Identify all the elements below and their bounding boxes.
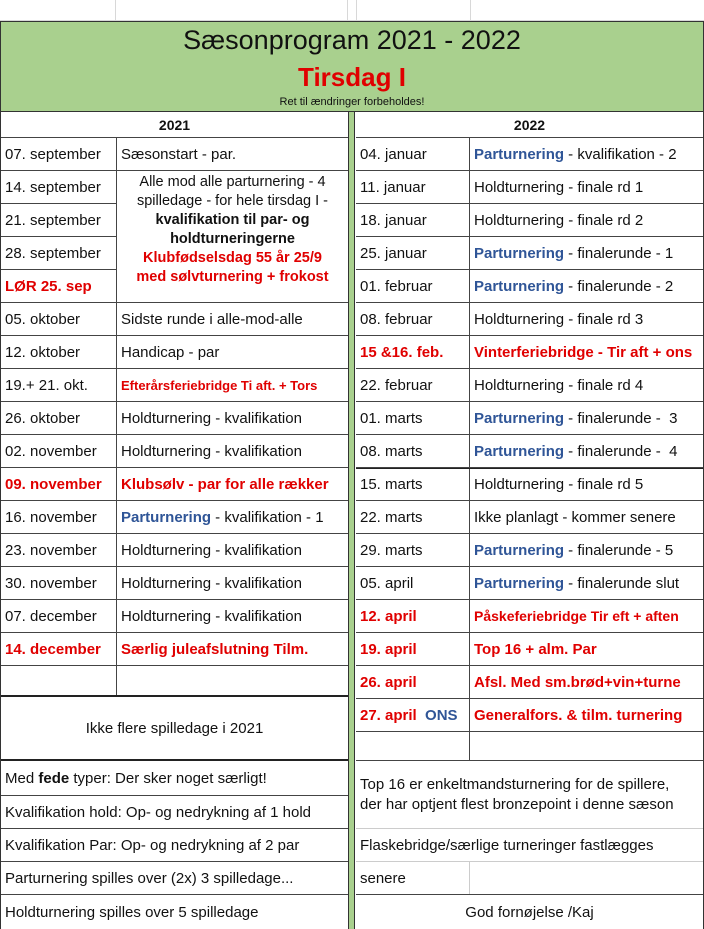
event-cell: [470, 402, 703, 434]
event-text: Ikke planlagt - kommer senere: [474, 508, 676, 526]
note-row: [1, 895, 348, 929]
event-cell: [470, 171, 703, 203]
table-row: [356, 270, 703, 303]
event-text: Holdturnering - finale rd 5: [474, 476, 644, 493]
event-highlight: Parturnering: [474, 574, 565, 592]
event-cell: Særlig juleafslutning Tilm.: [121, 640, 309, 658]
date-cell: [356, 171, 470, 203]
date-text: 12. april: [360, 607, 417, 625]
table-row: [1, 501, 348, 534]
date-cell: [356, 270, 470, 302]
table-row: [1, 633, 348, 666]
table-row: [356, 336, 703, 369]
event-highlight: Parturnering: [121, 508, 212, 526]
panel-2022: [356, 112, 704, 929]
table-row: [356, 501, 703, 534]
date-text: 15. marts: [360, 476, 423, 493]
no-more-dates: Ikke flere spilledage i 2021: [85, 719, 264, 737]
table-row: [356, 600, 703, 633]
date-cell: 21. september: [1, 204, 117, 237]
table-row: [1, 567, 348, 600]
event-cell: [470, 138, 703, 170]
sheet-top-strip: [0, 0, 704, 21]
date-cell: 07. september: [1, 138, 117, 170]
date-cell: [356, 699, 470, 731]
note-bold-word: fede: [38, 769, 70, 787]
date-cell: LØR 25. sep: [1, 270, 117, 302]
event-cell: [470, 600, 703, 632]
date-cell: 14. september: [1, 171, 117, 204]
event-cell: Holdturnering - kvalifikation: [121, 541, 302, 559]
event-cell: [470, 666, 703, 698]
event-cell: [470, 270, 703, 302]
event-cell: [117, 501, 348, 533]
date-cell: 28. september: [1, 237, 117, 270]
date-cell: [356, 633, 470, 665]
table-row: [356, 534, 703, 567]
date-text: 22. februar: [360, 376, 433, 394]
date-text: 19. april: [360, 640, 417, 658]
event-text: Vinterferiebridge - Tir aft + ons: [474, 343, 693, 361]
note-row: [356, 862, 703, 895]
event-cell: [470, 369, 703, 401]
table-row: [1, 402, 348, 435]
table-row: [356, 468, 703, 501]
table-row: [1, 666, 348, 697]
event-text: - finalerunde slut: [564, 574, 680, 592]
season-start-info: [117, 171, 348, 303]
date-cell: [356, 501, 470, 533]
table-row: [1, 534, 348, 567]
info-line: holdturneringerne: [170, 231, 295, 247]
date-cell: 05. oktober: [1, 303, 117, 335]
date-cell: [356, 237, 470, 269]
note-row: [1, 761, 348, 796]
date-weekday: ONS: [416, 706, 458, 724]
note-row: [1, 829, 348, 862]
date-cell: [356, 732, 470, 760]
event-cell: Sæsonstart - par.: [121, 145, 237, 163]
event-text: Holdturnering - finale rd 4: [474, 376, 644, 394]
date-text: 01. marts: [360, 409, 423, 427]
event-cell: [470, 204, 703, 236]
date-text: 22. marts: [360, 508, 423, 526]
event-cell: Holdturnering - kvalifikation: [121, 442, 302, 460]
event-cell: Holdturnering - kvalifikation: [121, 574, 302, 592]
date-cell: [356, 435, 470, 467]
event-cell: Holdturnering - kvalifikation: [121, 409, 302, 427]
table-row: [356, 369, 703, 402]
year-label: 2022: [513, 116, 546, 133]
date-cell: [356, 402, 470, 434]
table-row: [356, 402, 703, 435]
date-cell: [356, 138, 470, 170]
table-row: [356, 633, 703, 666]
event-text: Afsl. Med sm.brød+vin+turne: [474, 673, 681, 691]
event-cell: Efterårsferiebridge Ti aft. + Tors: [121, 377, 318, 393]
date-text: 01. februar: [360, 277, 433, 295]
table-row: [1, 369, 348, 402]
date-cell: 02. november: [1, 435, 117, 467]
event-highlight: Parturnering: [474, 409, 565, 427]
year-header-row: [1, 112, 348, 138]
date-text: 11. januar: [360, 178, 426, 196]
note-row: [1, 862, 348, 895]
event-text: Generalfors. & tilm. turnering: [474, 706, 683, 724]
date-text: 08. marts: [360, 442, 423, 460]
year-header-row: [356, 112, 703, 138]
table-row: [356, 204, 703, 237]
date-text: 04. januar: [360, 145, 427, 163]
table-row: [356, 303, 703, 336]
date-text: 08. februar: [360, 310, 433, 328]
date-cell: [356, 369, 470, 401]
date-cell: [1, 666, 117, 695]
info-line: kvalifikation til par- og: [155, 212, 310, 228]
column-separator: [348, 112, 355, 929]
info-line: Alle mod alle parturnering - 4: [139, 174, 326, 190]
info-line: Klubfødselsdag 55 år 25/9: [143, 250, 322, 266]
event-text: - finalerunde - 3: [564, 409, 678, 427]
date-cell: 16. november: [1, 501, 117, 533]
closing-note: God fornøjelse /Kaj: [465, 903, 594, 921]
date-cell: [356, 336, 470, 368]
year-label: 2021: [158, 116, 191, 133]
note-text: Flaskebridge/særlige turneringer fastlægges: [360, 836, 654, 854]
event-text: - kvalifikation - 2: [564, 145, 677, 163]
event-cell: Handicap - par: [121, 343, 220, 361]
event-text: Holdturnering - finale rd 2: [474, 211, 644, 229]
event-cell: [470, 633, 703, 665]
table-row: [356, 732, 703, 761]
note-row: [1, 796, 348, 829]
event-text: Top 16 + alm. Par: [474, 640, 597, 658]
date-cell: 07. december: [1, 600, 117, 632]
event-text: - finalerunde - 1: [564, 244, 674, 262]
page-title: Sæsonprogram 2021 - 2022: [183, 25, 521, 55]
event-cell: [470, 303, 703, 335]
table-row: [356, 435, 703, 468]
table-row: [356, 171, 703, 204]
info-line: med sølvturnering + frokost: [136, 269, 329, 285]
date-text: 26. april: [360, 673, 417, 691]
info-line: spilledage - for hele tirsdag I -: [136, 193, 328, 209]
note-text: Top 16 er enkeltmandsturnering for de spillere,: [360, 776, 670, 793]
note-text: der har optjent flest bronzepoint i denne sæson: [360, 796, 674, 813]
date-text: 27. april: [360, 706, 417, 724]
note-row: [356, 895, 703, 929]
event-text: Påskeferiebridge Tir eft + aften: [474, 608, 679, 624]
event-highlight: Parturnering: [474, 277, 565, 295]
event-cell: [470, 336, 703, 368]
date-cell: [356, 204, 470, 236]
event-text: Holdturnering - finale rd 3: [474, 310, 644, 328]
event-cell: [470, 469, 703, 500]
date-cell: 23. november: [1, 534, 117, 566]
date-cell: 26. oktober: [1, 402, 117, 434]
date-cell: [356, 469, 470, 500]
note-text: Holdturnering spilles over 5 spilledage: [5, 903, 259, 921]
date-cell: 14. december: [1, 633, 117, 665]
date-text: 15 &16. feb.: [360, 343, 444, 361]
event-text: - finalerunde - 2: [564, 277, 674, 295]
grid-line: [347, 0, 348, 21]
table-row: [1, 435, 348, 468]
note-bold-legend: [1, 761, 348, 795]
note-text: Med: [5, 769, 39, 787]
date-cell: 19.+ 21. okt.: [1, 369, 117, 401]
date-text: 29. marts: [360, 541, 423, 559]
page-subtitle: Tirsdag I: [298, 62, 406, 92]
table-row: [356, 138, 703, 171]
event-highlight: Parturnering: [474, 442, 565, 460]
date-cell: [356, 600, 470, 632]
table-row: [1, 468, 348, 501]
event-highlight: Parturnering: [474, 145, 565, 163]
note-row: [356, 829, 703, 862]
grid-line: [115, 0, 116, 21]
event-text: - finalerunde - 4: [564, 442, 678, 460]
event-cell: [470, 435, 703, 467]
grid-line: [356, 0, 357, 21]
note-row: [356, 761, 703, 829]
event-text: Holdturnering - finale rd 1: [474, 178, 644, 196]
date-cell: 30. november: [1, 567, 117, 599]
date-cell: 12. oktober: [1, 336, 117, 368]
note-text: typer: Der sker noget særligt!: [69, 769, 267, 787]
event-cell: Sidste runde i alle-mod-alle: [121, 310, 303, 328]
event-cell: [470, 237, 703, 269]
table-row: [356, 237, 703, 270]
event-cell: Holdturnering - kvalifikation: [121, 607, 302, 625]
event-cell: [470, 501, 703, 533]
event-cell: [470, 699, 703, 731]
event-cell: [470, 567, 703, 599]
date-cell: [356, 303, 470, 335]
table-row: [1, 336, 348, 369]
date-text: 05. april: [360, 574, 414, 592]
program-header: [0, 21, 704, 112]
table-row: [356, 567, 703, 600]
event-cell: [470, 534, 703, 566]
note-text: Kvalifikation Par: Op- og nedrykning af 2 par: [5, 836, 300, 854]
date-cell: [356, 666, 470, 698]
note-text: senere: [356, 862, 470, 894]
table-row: [356, 666, 703, 699]
event-cell: Klubsølv - par for alle rækker: [121, 475, 329, 493]
date-cell: 09. november: [1, 468, 117, 500]
table-row: [1, 697, 348, 761]
event-text: - kvalifikation - 1: [211, 508, 324, 526]
panel-2021: [0, 112, 348, 929]
top16-note: [360, 775, 674, 815]
disclaimer-note: Ret til ændringer forbeholdes!: [279, 96, 425, 108]
event-highlight: Parturnering: [474, 541, 565, 559]
date-cell: [356, 567, 470, 599]
grid-line: [470, 0, 471, 21]
note-text: Parturnering spilles over (2x) 3 spilledage...: [5, 869, 294, 887]
note-text: Kvalifikation hold: Op- og nedrykning af 1 hold: [5, 803, 312, 821]
table-row: [356, 699, 703, 732]
event-highlight: Parturnering: [474, 244, 565, 262]
table-row: [1, 600, 348, 633]
date-text: 18. januar: [360, 211, 427, 229]
date-text: 25. januar: [360, 244, 427, 262]
table-row: [1, 138, 348, 171]
date-cell: [356, 534, 470, 566]
table-row: [1, 303, 348, 336]
event-text: - finalerunde - 5: [564, 541, 674, 559]
